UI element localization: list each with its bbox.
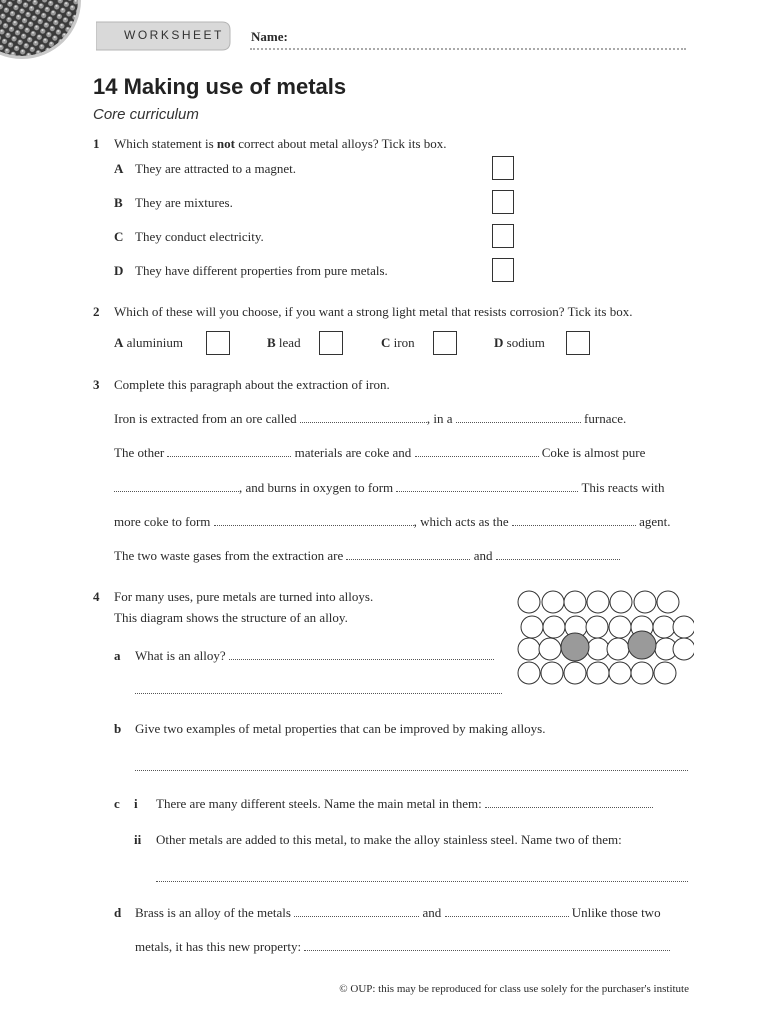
metal-atom xyxy=(673,638,694,660)
q2-option-a: A aluminium xyxy=(114,335,183,350)
q2-option-b: B lead xyxy=(267,335,301,350)
q2-prompt: Which of these will you choose, if you want a strong light metal that resists corrosion? Tick its box. xyxy=(114,304,633,319)
q2-option-c: C iron xyxy=(381,335,415,350)
q2-option-c-checkbox[interactable] xyxy=(433,331,457,355)
metal-atom xyxy=(609,616,631,638)
q2-option-d: D sodium xyxy=(494,335,545,350)
q4d-line-1: Brass is an alloy of the metals and Unlike those two xyxy=(135,905,661,920)
metal-atom xyxy=(657,591,679,613)
q1-option-a-text: They are attracted to a magnet. xyxy=(135,161,296,176)
impurity-atom xyxy=(561,633,589,661)
q3-blank-agent[interactable] xyxy=(512,514,636,526)
q4c-label: c xyxy=(114,796,120,811)
q4d-label: d xyxy=(114,905,122,920)
q1-prompt: Which statement is not correct about metal alloys? Tick its box. xyxy=(114,136,447,151)
metal-atom xyxy=(543,616,565,638)
q3-blank-furnace[interactable] xyxy=(456,411,581,423)
q1-option-c-text: They conduct electricity. xyxy=(135,229,264,244)
metal-atom xyxy=(542,591,564,613)
q4ci-answer-blank[interactable] xyxy=(485,796,653,808)
metal-atom xyxy=(653,616,675,638)
metal-atom xyxy=(586,616,608,638)
q4cii-answer-line[interactable] xyxy=(156,881,688,882)
q2-number: 2 xyxy=(93,304,100,319)
worksheet-tab xyxy=(96,20,232,52)
metal-atom xyxy=(634,591,656,613)
q1-number: 1 xyxy=(93,136,100,151)
title-number: 14 xyxy=(93,74,118,99)
q3-line-5: The two waste gases from the extraction are and xyxy=(114,548,620,564)
metal-atom xyxy=(518,638,540,660)
q2-option-b-checkbox[interactable] xyxy=(319,331,343,355)
q1-option-c-letter: C xyxy=(114,229,124,244)
q3-prompt: Complete this paragraph about the extraction of iron. xyxy=(114,377,390,392)
worksheet-tab-label: WORKSHEET xyxy=(124,28,224,42)
q4b-text: Give two examples of metal properties that can be improved by making alloys. xyxy=(135,721,546,736)
q3-line-3: , and burns in oxygen to form This reacts with xyxy=(114,480,664,496)
q2-option-a-checkbox[interactable] xyxy=(206,331,230,355)
q3-line-1: Iron is extracted from an ore called , in a furnace. xyxy=(114,411,627,426)
metal-atom xyxy=(609,662,631,684)
q3-blank-oxygen-product[interactable] xyxy=(396,480,578,492)
q1-option-d-checkbox[interactable] xyxy=(492,258,514,282)
q4-intro-2: This diagram shows the structure of an alloy. xyxy=(114,610,348,625)
q3-blank-coke-partner[interactable] xyxy=(415,445,539,457)
metal-atom xyxy=(654,662,676,684)
q1-option-b-checkbox[interactable] xyxy=(492,190,514,214)
q1-option-d-letter: D xyxy=(114,263,124,278)
metal-atom xyxy=(518,662,540,684)
q3-blank-ore[interactable] xyxy=(300,411,427,423)
q4cii-text: Other metals are added to this metal, to make the alloy stainless steel. Name two of them: xyxy=(156,832,622,847)
q3-line-2: The other materials are coke and Coke is almost pure xyxy=(114,445,646,460)
page-subtitle: Core curriculum xyxy=(93,106,199,123)
q3-blank-gas-1[interactable] xyxy=(346,548,470,560)
q4ci-line: There are many different steels. Name the main metal in them: xyxy=(156,796,653,812)
q4ci-label: i xyxy=(134,796,138,811)
q4-number: 4 xyxy=(93,589,100,604)
metal-atom xyxy=(587,591,609,613)
metal-atom xyxy=(607,638,629,660)
q3-number: 3 xyxy=(93,377,100,392)
metal-atom xyxy=(521,616,543,638)
alloy-structure-diagram xyxy=(512,588,694,692)
q1-option-b-letter: B xyxy=(114,195,123,210)
q4a-line: What is an alloy? xyxy=(135,648,494,664)
q1-option-c-checkbox[interactable] xyxy=(492,224,514,248)
metal-atom xyxy=(564,591,586,613)
footer-copyright: © OUP: this may be reproduced for class use solely for the purchaser's institute xyxy=(339,983,689,995)
q3-line-4: more coke to form , which acts as the agent. xyxy=(114,514,671,529)
q3-blank-coke-pure[interactable] xyxy=(114,480,239,492)
page-title xyxy=(93,74,346,100)
q4d-blank-property[interactable] xyxy=(304,939,670,951)
q4cii-label: ii xyxy=(134,832,142,847)
name-label: Name: xyxy=(251,29,288,44)
q1-option-b-text: They are mixtures. xyxy=(135,195,233,210)
impurity-atom xyxy=(628,631,656,659)
title-text: Making use of metals xyxy=(123,74,347,99)
metal-atom xyxy=(587,638,609,660)
name-field-line[interactable] xyxy=(250,48,686,50)
q4a-label: a xyxy=(114,648,121,663)
corner-metal-image xyxy=(0,0,82,60)
metal-atom xyxy=(587,662,609,684)
q1-option-a-checkbox[interactable] xyxy=(492,156,514,180)
metal-atom xyxy=(518,591,540,613)
metal-atom xyxy=(541,662,563,684)
q3-blank-gas-2[interactable] xyxy=(496,548,620,560)
q1-option-d-text: They have different properties from pure metals. xyxy=(135,263,388,278)
q4b-answer-line[interactable] xyxy=(135,770,688,771)
q4d-blank-metal-1[interactable] xyxy=(294,905,419,917)
q4d-blank-metal-2[interactable] xyxy=(445,905,569,917)
metal-atom xyxy=(539,638,561,660)
q4b-label: b xyxy=(114,721,122,736)
q1-option-a-letter: A xyxy=(114,161,124,176)
metal-atom xyxy=(673,616,694,638)
q2-option-d-checkbox[interactable] xyxy=(566,331,590,355)
q4d-line-2: metals, it has this new property: xyxy=(135,939,670,955)
q3-blank-raw-material[interactable] xyxy=(167,445,291,457)
q4-intro-1: For many uses, pure metals are turned into alloys. xyxy=(114,589,374,604)
metal-atom xyxy=(631,662,653,684)
metal-atom xyxy=(610,591,632,613)
q3-blank-coke-product[interactable] xyxy=(214,514,414,526)
q4a-answer-blank[interactable] xyxy=(229,648,494,660)
q4a-answer-line-2[interactable] xyxy=(135,693,502,694)
metal-atom xyxy=(564,662,586,684)
